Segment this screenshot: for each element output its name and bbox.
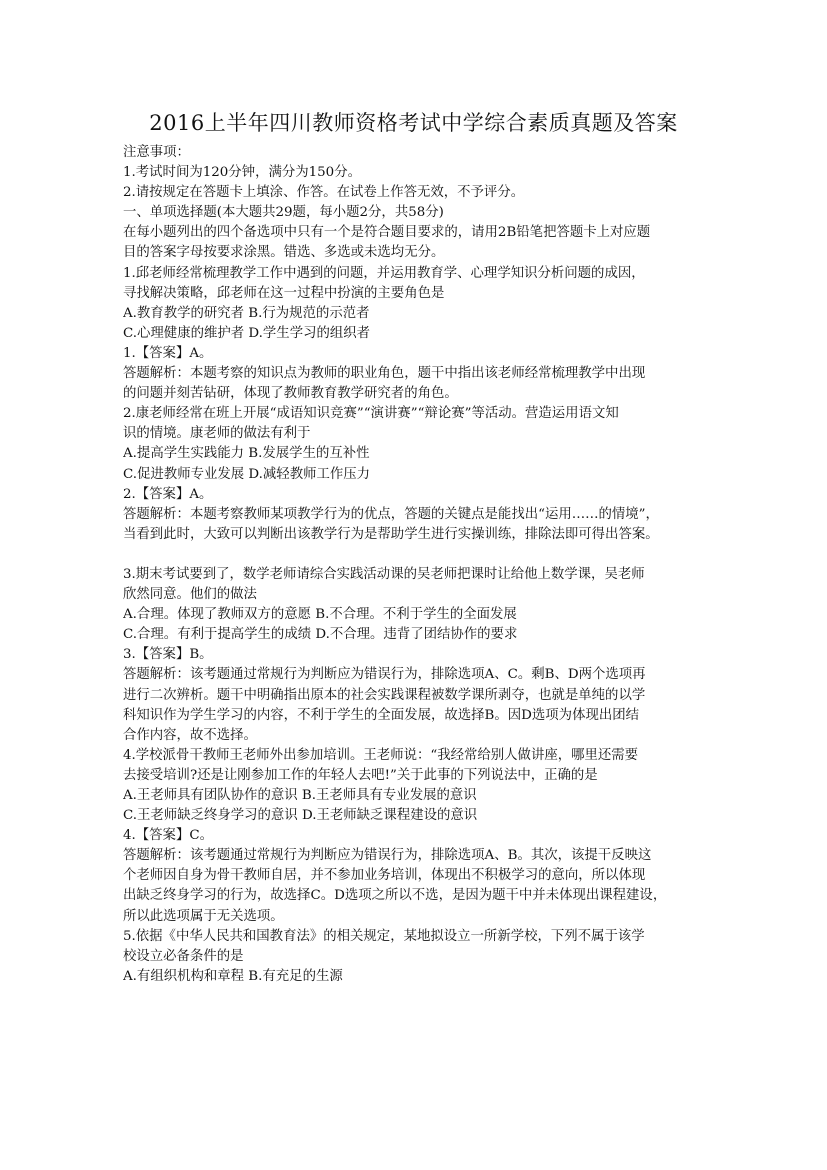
text-line: 4.学校派骨干教师王老师外出参加培训。王老师说：“我经常给别人做讲座，哪里还需要 xyxy=(123,747,639,763)
text-line: 目的答案字母按要求涂黑。错选、多选或未选均无分。 xyxy=(123,245,445,261)
text-line: 2.【答案】A。 xyxy=(123,486,213,502)
text-line: 3.【答案】B。 xyxy=(123,647,213,663)
text-line: 去接受培训?还是让刚参加工作的年轻人去吧!”关于此事的下列说法中，正确的是 xyxy=(123,767,598,783)
text-line: 所以此选项属于无关选项。 xyxy=(123,908,284,924)
text-line: 的问题并刻苦钻研，体现了教师教育教学研究者的角色。 xyxy=(123,386,458,402)
text-line: A.合理。体现了教师双方的意愿 B.不合理。不利于学生的全面发展 xyxy=(123,607,517,623)
text-line: 2.康老师经常在班上开展“成语知识竞赛”“演讲赛”“辩论赛”等活动。营造运用语文知 xyxy=(123,406,619,422)
text-line: 4.【答案】C。 xyxy=(123,828,213,844)
blank-line xyxy=(123,545,713,565)
text-line: 欣然同意。他们的做法 xyxy=(123,587,257,603)
text-line: 寻找解决策略，邱老师在这一过程中扮演的主要角色是 xyxy=(123,285,445,301)
text-line: C.王老师缺乏终身学习的意识 D.王老师缺乏课程建设的意识 xyxy=(123,808,478,824)
text-line: C.心理健康的维护者 D.学生学习的组织者 xyxy=(123,325,371,341)
text-line: 3.期末考试要到了，数学老师请综合实践活动课的吴老师把课时让给他上数学课，吴老师 xyxy=(123,566,645,582)
document-body xyxy=(123,143,713,987)
text-line: 5.依据《中华人民共和国教育法》的相关规定，某地拟设立一所新学校，下列不属于该学 xyxy=(123,928,645,944)
text-line: 校设立必备条件的是 xyxy=(123,948,244,964)
text-line: A.有组织机构和章程 B.有充足的生源 xyxy=(123,968,343,984)
text-line: 2.请按规定在答题卡上填涂、作答。在试卷上作答无效，不予评分。 xyxy=(123,185,525,201)
text-line: 答题解析：该考题通过常规行为判断应为错误行为，排除选项A、B。其次，该提干反映这 xyxy=(123,848,652,864)
text-line: A.提高学生实践能力 B.发展学生的互补性 xyxy=(123,446,370,462)
text-line: 个老师因自身为骨干教师自居，并不参加业务培训，体现出不积极学习的意向，所以体现 xyxy=(123,868,646,884)
text-line: 答题解析：本题考察教师某项教学行为的优点，答题的关键点是能找出“运用……的情境”， xyxy=(123,506,659,522)
text-line: 合作内容，故不选择。 xyxy=(123,727,257,743)
text-line: 1.【答案】A。 xyxy=(123,345,213,361)
text-line: C.促进教师专业发展 D.减轻教师工作压力 xyxy=(123,466,371,482)
text-line: 一、单项选择题(本大题共29题，每小题2分，共58分) xyxy=(123,205,444,221)
text-line: 1.考试时间为120分钟，满分为150分。 xyxy=(123,165,361,181)
text-line: 识的情境。康老师的做法有利于 xyxy=(123,426,311,442)
text-line: 进行二次辨析。题干中明确指出原本的社会实践课程被数学课所剥夺，也就是单纯的以学 xyxy=(123,687,646,703)
text-line: 答题解析：本题考察的知识点为教师的职业角色，题干中指出该老师经常梳理教学中出现 xyxy=(123,366,646,382)
text-line: 注意事项： xyxy=(123,145,190,160)
text-line: C.合理。有利于提高学生的成绩 D.不合理。违背了团结协作的要求 xyxy=(123,627,518,643)
text-line: 当看到此时，大致可以判断出该教学行为是帮助学生进行实操训练，排除法即可得出答案。 xyxy=(123,526,659,542)
text-line: A.王老师具有团队协作的意识 B.王老师具有专业发展的意识 xyxy=(123,788,477,803)
text-line: 答题解析：该考题通过常规行为判断应为错误行为，排除选项A、C。剩B、D两个选项再 xyxy=(123,667,646,683)
text-line: 科知识作为学生学习的内容，不利于学生的全面发展，故选择B。因D选项为体现出团结 xyxy=(123,707,640,723)
text-line: 在每小题列出的四个备选项中只有一个是符合题目要求的，请用2B铅笔把答题卡上对应题 xyxy=(123,225,651,241)
document-title: 2016上半年四川教师资格考试中学综合素质真题及答案 xyxy=(149,111,678,135)
text-line: 1.邱老师经常梳理教学工作中遇到的问题，并运用教育学、心理学知识分析问题的成因， xyxy=(123,265,645,281)
text-line: A.教育教学的研究者 B.行为规范的示范者 xyxy=(123,305,370,321)
text-line: 出缺乏终身学习的行为，故选择C。D选项之所以不选，是因为题干中并未体现出课程建设， xyxy=(123,888,667,904)
